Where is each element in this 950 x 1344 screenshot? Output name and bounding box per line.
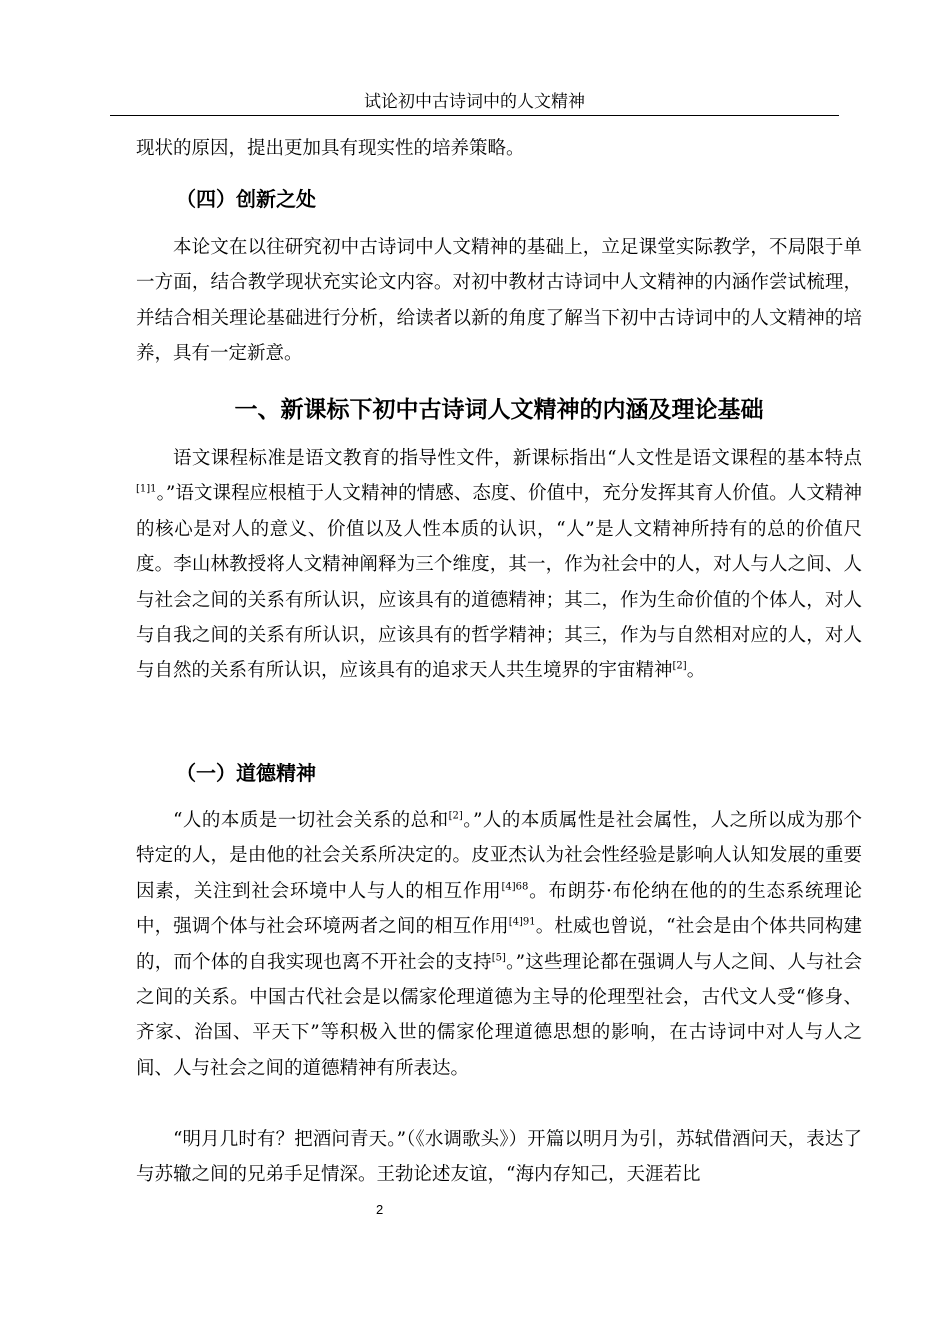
text-run: 。 xyxy=(686,660,706,682)
paragraph-poetry-examples: “明月几时有？把酒问青天。”（《水调歌头》）开篇以明月为引，苏轼借酒问天，表达了与苏辙之间的兄弟手足情深。王勃论述友谊，“海内存知己，天涯若比 xyxy=(136,1129,862,1186)
citation: [4]68 xyxy=(501,881,529,893)
text-run: 。”这些理论都在强调人与人之间、人与社会之间的关系。中国古代社会是以儒家伦理道德为主导的伦理型社会，古代文人受“修身、齐家、治国、平天下”等积极入世的儒家伦理道德思想的影响，在古诗词中对人与人之间、人与社会之间的道德精神有所表达。 xyxy=(136,951,862,1079)
text-run: “人的本质是一切社会关系的总和 xyxy=(173,810,449,831)
citation: [4]91 xyxy=(508,916,536,928)
text-run: 。杜威也曾说，“社会是由个体共同构建的，而个体的自我实现也离不开社会的支持 xyxy=(136,916,862,973)
section-heading-innovation: （四）创新之处 xyxy=(176,187,316,211)
text-run: 。”语文课程应根植于人文精神的情感、态度、价值中，充分发挥其育人价值。人文精神的核心是对人的意义、价值以及人性本质的认识，“人”是人文精神所持有的总的价值尺度。李山林教授将人文精神阐释为三个维度，其一，作为社会中的人，对人与人之间、人与社会之间的关系有所认识，应该具有的道德精神；其二，作为生命价值的个体人，对人与自我之间的关系有所认识，应该具有的哲学精神；其三，作为与自然相对应的人，对人与自然的关系有所认识，应该具有的追求天人共生境界的宇宙精神 xyxy=(136,483,862,682)
header-rule xyxy=(110,115,839,116)
citation: [1]1 xyxy=(136,483,157,495)
text-run: 语文课程标准是语文教育的指导性文件，新课标指出“人文性是语文课程的基本特点 xyxy=(173,448,862,469)
paragraph-continuation: 现状的原因，提出更加具有现实性的培养策略。 xyxy=(136,138,525,159)
text-run: 。”人的本质属性是社会属性，人之所以成为那个特定的人，是由他的社会关系所决定的。皮亚杰认为社会性经验是影响人认知发展的重要因素，关注到社会环境中人与人的相互作用 xyxy=(136,810,862,902)
running-header-title: 试论初中古诗词中的人文精神 xyxy=(364,92,585,112)
section-heading-moral-spirit: （一）道德精神 xyxy=(176,761,316,785)
citation: [5] xyxy=(491,952,506,964)
paragraph-moral-spirit xyxy=(136,803,862,1086)
page-number: 2 xyxy=(376,1202,384,1217)
citation: [2] xyxy=(672,660,687,672)
paragraph-curriculum-standard xyxy=(136,441,862,689)
paragraph-innovation: 本论文在以往研究初中古诗词中人文精神的基础上，立足课堂实际教学，不局限于单一方面，结合教学现状充实论文内容。对初中教材古诗词中人文精神的内涵作尝试梳理，并结合相关理论基础进行分析，给读者以新的角度了解当下初中古诗词中的人文精神的培养，具有一定新意。 xyxy=(136,237,862,365)
text-run: 。布朗芬·布伦纳在他的的生态系统理论中，强调个体与社会环境两者之间的相互作用 xyxy=(136,880,862,938)
citation: [2] xyxy=(448,810,463,822)
chapter-heading: 一、新课标下初中古诗词人文精神的内涵及理论基础 xyxy=(234,397,764,423)
